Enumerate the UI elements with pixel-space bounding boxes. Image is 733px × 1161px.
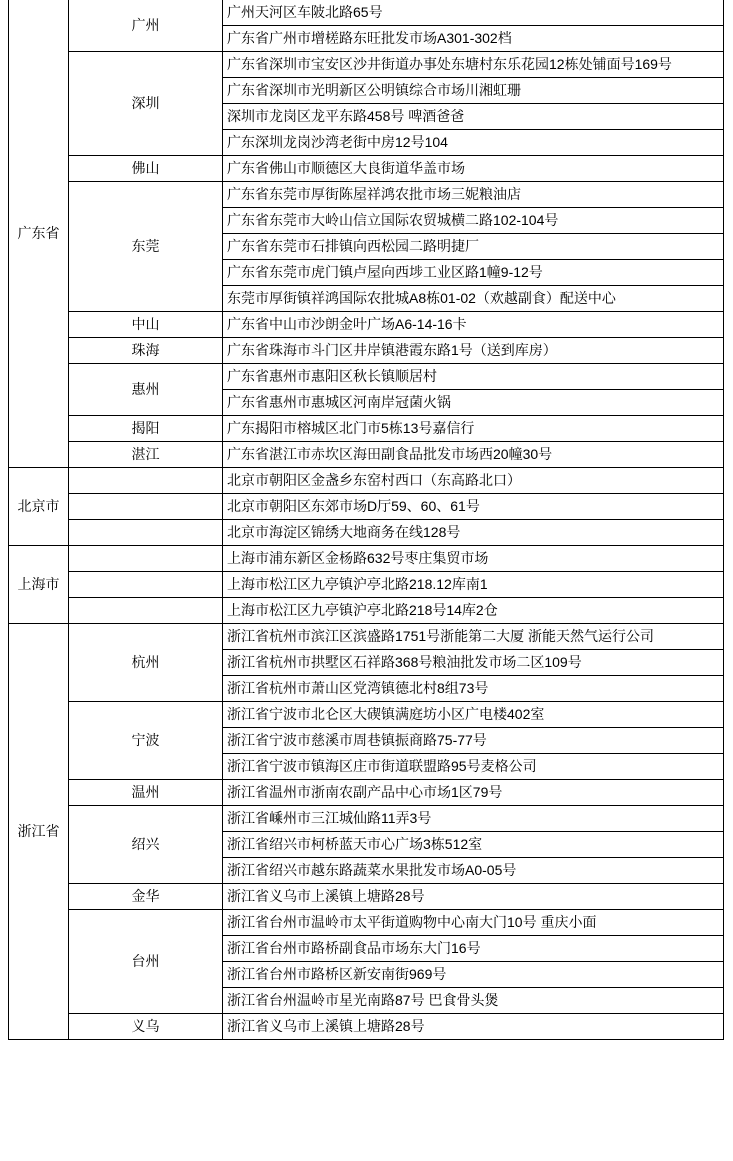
address-cell: 浙江省温州市浙南农副产品中心市场1区79号 bbox=[223, 780, 724, 806]
address-cell: 广东省湛江市赤坎区海田副食品批发市场西20幢30号 bbox=[223, 442, 724, 468]
table-row bbox=[9, 156, 724, 182]
address-cell: 上海市松江区九亭镇沪亭北路218号14库2仓 bbox=[223, 598, 724, 624]
address-cell: 广东省东莞市厚街陈屋祥鸿农批市场三妮粮油店 bbox=[223, 182, 724, 208]
address-cell: 广东揭阳市榕城区北门市5栋13号嘉信行 bbox=[223, 416, 724, 442]
table-row bbox=[9, 442, 724, 468]
table-row bbox=[9, 338, 724, 364]
address-cell: 上海市松江区九亭镇沪亭北路218.12库南1 bbox=[223, 572, 724, 598]
address-cell: 浙江省义乌市上溪镇上塘路28号 bbox=[223, 884, 724, 910]
address-cell: 广东省惠州市惠阳区秋长镇顺居村 bbox=[223, 364, 724, 390]
table-row bbox=[9, 546, 724, 572]
city-cell-empty bbox=[69, 546, 223, 572]
address-cell: 东莞市厚街镇祥鸿国际农批城A8栋01-02（欢越副食）配送中心 bbox=[223, 286, 724, 312]
city-cell: 深圳 bbox=[69, 52, 223, 156]
table-row bbox=[9, 468, 724, 494]
address-cell: 广东省深圳市光明新区公明镇综合市场川湘虹珊 bbox=[223, 78, 724, 104]
table-row bbox=[9, 416, 724, 442]
city-cell: 中山 bbox=[69, 312, 223, 338]
city-cell: 宁波 bbox=[69, 702, 223, 780]
table-row bbox=[9, 520, 724, 546]
city-cell: 惠州 bbox=[69, 364, 223, 416]
city-cell: 台州 bbox=[69, 910, 223, 1014]
city-cell-empty bbox=[69, 572, 223, 598]
province-city-address-table bbox=[8, 0, 724, 1040]
table-row bbox=[9, 1014, 724, 1040]
table-row bbox=[9, 624, 724, 650]
address-cell: 广东省广州市增槎路东旺批发市场A301-302档 bbox=[223, 26, 724, 52]
address-cell: 广东省佛山市顺德区大良街道华盖市场 bbox=[223, 156, 724, 182]
table-row bbox=[9, 884, 724, 910]
address-cell: 广东省珠海市斗门区井岸镇港霞东路1号（送到库房） bbox=[223, 338, 724, 364]
city-cell: 金华 bbox=[69, 884, 223, 910]
city-cell: 东莞 bbox=[69, 182, 223, 312]
city-cell: 温州 bbox=[69, 780, 223, 806]
address-cell: 北京市朝阳区东郊市场D厅59、60、61号 bbox=[223, 494, 724, 520]
address-cell: 浙江省宁波市慈溪市周巷镇振商路75-77号 bbox=[223, 728, 724, 754]
city-cell: 绍兴 bbox=[69, 806, 223, 884]
address-cell: 浙江省台州市温岭市太平街道购物中心南大门10号 重庆小面 bbox=[223, 910, 724, 936]
table-row bbox=[9, 910, 724, 936]
city-cell: 佛山 bbox=[69, 156, 223, 182]
address-cell: 浙江省杭州市萧山区党湾镇德北村8组73号 bbox=[223, 676, 724, 702]
table-row bbox=[9, 182, 724, 208]
table-row bbox=[9, 364, 724, 390]
province-cell: 浙江省 bbox=[9, 624, 69, 1040]
address-cell: 浙江省杭州市滨江区滨盛路1751号浙能第二大厦 浙能天然气运行公司 bbox=[223, 624, 724, 650]
address-cell: 广东省惠州市惠城区河南岸冠菌火锅 bbox=[223, 390, 724, 416]
city-cell: 揭阳 bbox=[69, 416, 223, 442]
address-cell: 广东省东莞市大岭山信立国际农贸城横二路102-104号 bbox=[223, 208, 724, 234]
province-cell: 北京市 bbox=[9, 468, 69, 546]
address-cell: 广东省深圳市宝安区沙井街道办事处东塘村东乐花园12栋处铺面号169号 bbox=[223, 52, 724, 78]
address-cell: 广东省东莞市虎门镇卢屋向西埗工业区路1幢9-12号 bbox=[223, 260, 724, 286]
province-cell: 上海市 bbox=[9, 546, 69, 624]
city-cell: 珠海 bbox=[69, 338, 223, 364]
table-row bbox=[9, 780, 724, 806]
city-cell: 广州 bbox=[69, 0, 223, 52]
city-cell-empty bbox=[69, 494, 223, 520]
table-row bbox=[9, 702, 724, 728]
address-cell: 浙江省宁波市北仑区大碶镇满庭坊小区广电楼402室 bbox=[223, 702, 724, 728]
table-row bbox=[9, 0, 724, 26]
table-row bbox=[9, 494, 724, 520]
address-cell: 北京市朝阳区金盏乡东窑村西口（东高路北口） bbox=[223, 468, 724, 494]
city-cell: 杭州 bbox=[69, 624, 223, 702]
address-cell: 广州天河区车陂北路65号 bbox=[223, 0, 724, 26]
address-cell: 浙江省杭州市拱墅区石祥路368号粮油批发市场二区109号 bbox=[223, 650, 724, 676]
address-cell: 广东省东莞市石排镇向西松园二路明捷厂 bbox=[223, 234, 724, 260]
city-cell: 湛江 bbox=[69, 442, 223, 468]
address-cell: 浙江省绍兴市越东路蔬菜水果批发市场A0-05号 bbox=[223, 858, 724, 884]
table-row bbox=[9, 806, 724, 832]
city-cell-empty bbox=[69, 598, 223, 624]
address-cell: 上海市浦东新区金杨路632号枣庄集贸市场 bbox=[223, 546, 724, 572]
table-row bbox=[9, 572, 724, 598]
address-cell: 浙江省义乌市上溪镇上塘路28号 bbox=[223, 1014, 724, 1040]
table-row bbox=[9, 598, 724, 624]
city-cell: 义乌 bbox=[69, 1014, 223, 1040]
table-row bbox=[9, 52, 724, 78]
table-row bbox=[9, 312, 724, 338]
address-cell: 北京市海淀区锦绣大地商务在线128号 bbox=[223, 520, 724, 546]
address-cell: 浙江省绍兴市柯桥蓝天市心广场3栋512室 bbox=[223, 832, 724, 858]
address-cell: 浙江省宁波市镇海区庄市街道联盟路95号麦格公司 bbox=[223, 754, 724, 780]
city-cell-empty bbox=[69, 468, 223, 494]
address-cell: 广东省中山市沙朗金叶广场A6-14-16卡 bbox=[223, 312, 724, 338]
address-cell: 浙江省台州市路桥副食品市场东大门16号 bbox=[223, 936, 724, 962]
address-cell: 浙江省嵊州市三江城仙路11弄3号 bbox=[223, 806, 724, 832]
address-cell: 浙江省台州温岭市星光南路87号 巴食骨头煲 bbox=[223, 988, 724, 1014]
address-cell: 浙江省台州市路桥区新安南街969号 bbox=[223, 962, 724, 988]
city-cell-empty bbox=[69, 520, 223, 546]
address-cell: 广东深圳龙岗沙湾老街中房12号104 bbox=[223, 130, 724, 156]
address-cell: 深圳市龙岗区龙平东路458号 啤酒爸爸 bbox=[223, 104, 724, 130]
province-cell: 广东省 bbox=[9, 0, 69, 468]
